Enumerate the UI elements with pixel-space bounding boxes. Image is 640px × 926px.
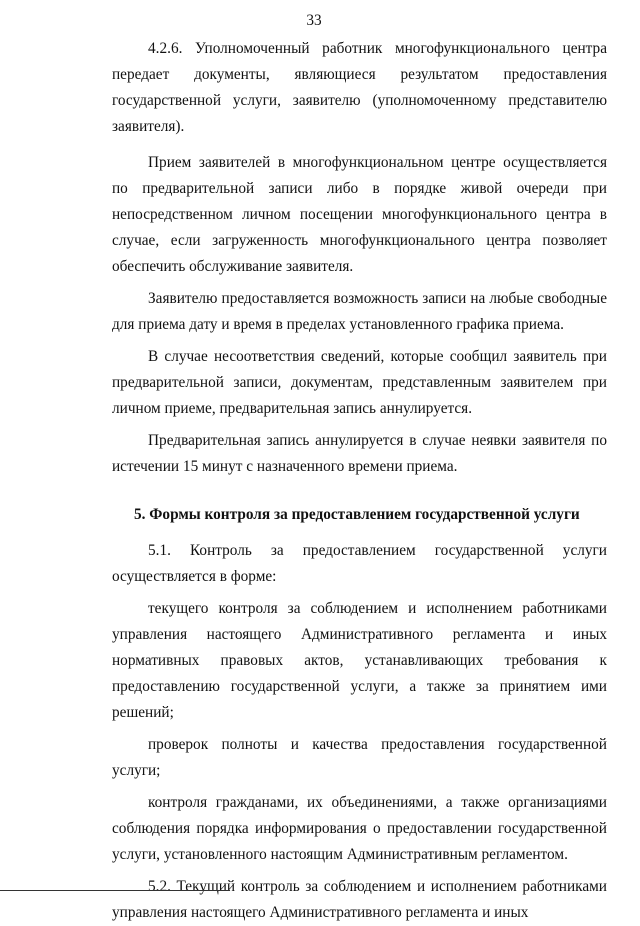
document-body bbox=[112, 36, 607, 926]
paragraph-5-1: 5.1. Контроль за предоставлением государственной услуги осуществляется в форме: bbox=[112, 542, 607, 585]
paragraph-citizen-control: контроля гражданами, их объединениями, а также организациями соблюдения порядка информирования о предоставлении государственной услуги, установленного настоящим Административным регламентом. bbox=[112, 794, 607, 863]
paragraph-cancellation: Предварительная запись аннулируется в случае неявки заявителя по истечении 15 минут с назначенного времени приема. bbox=[112, 432, 607, 475]
footnote-rule bbox=[0, 890, 230, 891]
paragraph-5-2: 5.2. Текущий контроль за соблюдением и исполнением работниками управления настоящего Административного регламента и иных bbox=[112, 878, 607, 921]
paragraph-4-2-6: 4.2.6. Уполномоченный работник многофункционального центра передает документы, являющиеся результатом предоставления государственной услуги, заявителю (уполномоченному представителю заявителя). bbox=[112, 40, 607, 135]
paragraph-current-control: текущего контроля за соблюдением и исполнением работниками управления настоящего Административного регламента и иных нормативных правовых актов, устанавливающих требования к предоставлению государственной услуги, а также за принятием ими решений; bbox=[112, 600, 607, 721]
page-number: 33 bbox=[306, 12, 322, 29]
section-heading: 5. Формы контроля за предоставлением государственной услуги bbox=[134, 506, 580, 523]
paragraph-appointment-option: Заявителю предоставляется возможность записи на любые свободные для приема дату и время в пределах установленного графика приема. bbox=[112, 290, 607, 333]
paragraph-mismatch: В случае несоответствия сведений, которые сообщил заявитель при предварительной записи, документам, представленным заявителем при личном приеме, предварительная запись аннулируется. bbox=[112, 348, 607, 417]
paragraph-reception: Прием заявителей в многофункциональном центре осуществляется по предварительной записи либо в порядке живой очереди при непосредственном личном посещении многофункционального центра в случае, если загруженность многофункционального центра позволяет обеспечить обслуживание заявителя. bbox=[112, 154, 607, 275]
paragraph-inspections: проверок полноты и качества предоставления государственной услуги; bbox=[112, 736, 607, 779]
